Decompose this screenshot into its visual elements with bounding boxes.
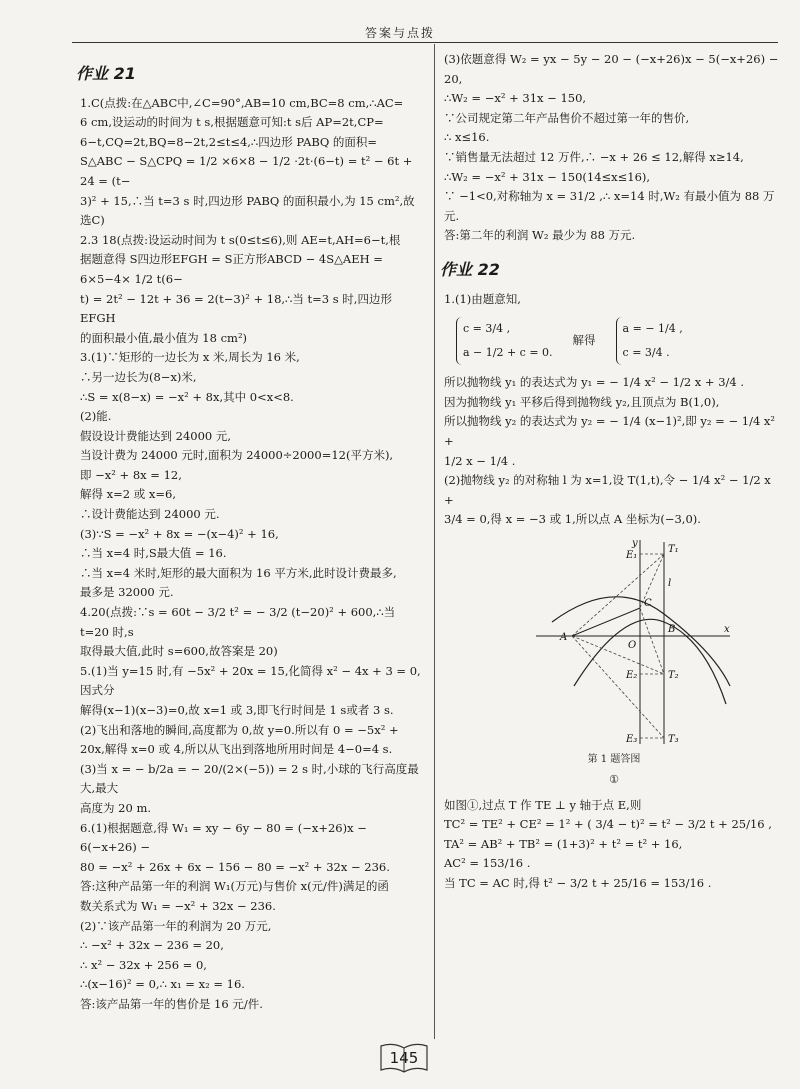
q1-intro: 1.(1)由题意知, (444, 291, 521, 306)
answer-line: ∴W₂ = −x² + 31x − 150(14≤x≤16), (444, 169, 651, 184)
label-a: A (560, 631, 568, 643)
label-y: y (632, 537, 638, 549)
answer-line: (3)依题意得 W₂ = yx − 5y − 20 − (−x+26)x − 5(−x+26) − (444, 52, 779, 66)
answer-line: (3)∵S = −x² + 8x = −(x−4)² + 16, (80, 526, 279, 541)
system-left-line-2: a − 1/2 + c = 0. (463, 346, 553, 360)
answer-line: 高度为 20 m. (80, 800, 152, 815)
label-b: B (668, 623, 676, 635)
label-t3: T₃ (668, 733, 679, 745)
answer-line: 3)² + 15,∴当 t=3 s 时,四边形 PABQ 的面积最小,为 15 cm²,故 (80, 193, 415, 208)
answer-line: 即 −x² + 8x = 12, (80, 467, 182, 482)
label-c: C (644, 597, 652, 609)
answer-line: 1.C(点拨:在△ABC中,∠C=90°,AB=10 cm,BC=8 cm,∴AC= (80, 95, 404, 110)
segment-c-t2 (640, 608, 664, 674)
answer-line: 如图①,过点 T 作 TE ⊥ y 轴于点 E,则 (444, 797, 642, 812)
left-answer-lines (80, 94, 426, 1015)
right-bottom-lines (444, 796, 784, 894)
header-rule (72, 42, 778, 43)
parabola-y2 (574, 619, 726, 704)
answer-line: 答:这种产品第一年的利润 W₁(万元)与售价 x(元/件)满足的函 (80, 879, 389, 894)
label-t1: T₁ (668, 543, 679, 555)
answer-line: 解得(x−1)(x−3)=0,故 x=1 或 3,即飞行时间是 1 s或者 3 s. (80, 703, 394, 717)
left-column (76, 60, 426, 1015)
answer-line: 所以抛物线 y₁ 的表达式为 y₁ = − 1/4 x² − 1/2 x + 3/4 . (444, 375, 745, 390)
answer-line: ∴ −x² + 32x − 236 = 20, (80, 938, 224, 953)
answer-line: 5.(1)当 y=15 时,有 −5x² + 20x = 15,化简得 x² − 4x + 3 = 0,因式分 (80, 663, 421, 698)
answer-line: ∴当 x=4 时,S最大值 = 16. (80, 546, 227, 561)
parabola-diagram (534, 536, 734, 746)
system-left-line-1: c = 3/4 , (463, 322, 511, 336)
answer-line: 6 cm,设运动的时间为 t s,根据题意可知:t s后 AP=2t,CP= (80, 115, 384, 130)
answer-line: 解得 x=2 或 x=6, (80, 487, 176, 502)
answer-line: 因为抛物线 y₁ 平移后得到抛物线 y₂,且顶点为 B(1,0), (444, 394, 720, 409)
answer-line: 的面积最小值,最小值为 18 cm²) (80, 330, 248, 345)
right-column (440, 50, 784, 894)
answer-line: 当 TC = AC 时,得 t² − 3/2 t + 25/16 = 153/16 . (444, 876, 712, 891)
answer-line: ∴(x−16)² = 0,∴ x₁ = x₂ = 16. (80, 977, 245, 992)
answer-line: 80 = −x² + 26x + 6x − 156 − 80 = −x² + 32x − 236. (80, 859, 390, 874)
answer-line: ∴当 x=4 米时,矩形的最大面积为 16 平方米,此时设计费最多, (80, 565, 397, 580)
label-o: O (628, 639, 637, 651)
system-right-line-1: a = − 1/4 , (622, 322, 683, 336)
answer-line: 据题意得 S四边形EFGH = S正方形ABCD − 4S△AEH = 6×5−4× 1/2 t(6− (80, 252, 383, 286)
answer-line: S△ABC − S△CPQ = 1/2 ×6×8 − 1/2 ·2t·(6−t) = t² − 6t + 24 = (t− (80, 154, 413, 188)
answer-line: t) = 2t² − 12t + 36 = 2(t−3)² + 18,∴当 t=3 s 时,四边形 EFGH (80, 291, 392, 326)
answer-line: ∴ x≤16. (444, 130, 490, 145)
equation-system (456, 317, 784, 365)
answer-line: 3/4 = 0,得 x = −3 或 1,所以点 A 坐标为(−3,0). (444, 512, 701, 527)
right-top-lines (444, 50, 784, 246)
answer-line: 选C) (80, 213, 105, 228)
segment-a-t3 (572, 636, 664, 738)
answer-line: 当设计费为 24000 元时,面积为 24000÷2000=12(平方米), (80, 448, 394, 463)
section-title-22: 作业 22 (440, 259, 500, 279)
right-mid-lines (444, 373, 784, 530)
answer-line: 3.(1)∵矩形的一边长为 x 米,周长为 16 米, (80, 350, 300, 365)
answer-line: 最多是 32000 元. (80, 585, 174, 600)
system-right (616, 317, 683, 365)
answer-line: 20x,解得 x=0 或 4,所以从飞出到落地所用时间是 4−0=4 s. (80, 742, 393, 757)
answer-line: TC² = TE² + CE² = 1² + ( 3/4 − t)² = t² − 3/2 t + 25/16 , (444, 817, 772, 832)
answer-line: 2.3 18(点拨:设运动时间为 t s(0≤t≤6),则 AE=t,AH=6−t,根 (80, 232, 401, 247)
answer-line: (3)当 x = − b/2a = − 20/(2×(−5)) = 2 s 时,小球的飞行高度最大,最大 (80, 761, 419, 796)
segment-a-c (572, 608, 640, 636)
answer-line: (2)∵该产品第一年的利润为 20 万元, (80, 918, 272, 933)
answer-line: 6.(1)根据题意,得 W₁ = xy − 6y − 80 = (−x+26)x − 6(−x+26) − (80, 820, 367, 855)
answer-line: (2)抛物线 y₂ 的对称轴 l 为 x=1,设 T(1,t),令 − 1/4 x² − 1/2 x + (444, 473, 771, 507)
answer-line: 数关系式为 W₁ = −x² + 32x − 236. (80, 898, 276, 913)
answer-line: AC² = 153/16 . (444, 856, 531, 871)
system-left (456, 317, 553, 365)
answer-line: ∴S = x(8−x) = −x² + 8x,其中 0<x<8. (80, 389, 294, 404)
answer-line: 取得最大值,此时 s=600,故答案是 20) (80, 644, 278, 659)
answer-line: 6−t,CQ=2t,BQ=8−2t,2≤t≤4,∴四边形 PABQ 的面积= (80, 134, 378, 149)
label-e3: E₃ (626, 733, 638, 745)
answer-line: 答:第二年的利润 W₂ 最少为 88 万元. (444, 228, 636, 243)
label-e1: E₁ (626, 549, 638, 561)
system-right-line-2: c = 3/4 . (622, 346, 670, 360)
answer-line: ∵公司规定第二年产品售价不超过第一年的售价, (444, 110, 690, 125)
answer-line: TA² = AB² + TB² = (1+3)² + t² = t² + 16, (444, 836, 683, 851)
column-divider (434, 44, 435, 1039)
label-l: l (668, 577, 672, 589)
running-header: 答案与点拨 (364, 26, 435, 40)
answer-line: ∴W₂ = −x² + 31x − 150, (444, 91, 587, 106)
answer-line: ∵销售量无法超过 12 万件,∴ −x + 26 ≤ 12,解得 x≥14, (444, 149, 744, 164)
answer-line: 20, (444, 71, 463, 86)
answer-line: 1/2 x − 1/4 . (444, 453, 516, 468)
answer-line: 假设设计费能达到 24000 元, (80, 428, 232, 443)
answer-line: ∴另一边长为(8−x)米, (80, 369, 197, 384)
label-x: x (724, 623, 730, 635)
label-t2: T₂ (668, 669, 679, 681)
answer-line: (2)能. (80, 409, 112, 424)
answer-line: 4.20(点拨:∵s = 60t − 3/2 t² = − 3/2 (t−20)² + 600,∴当 t=20 时,s (80, 605, 396, 639)
answer-line: ∴ x² − 32x + 256 = 0, (80, 957, 207, 972)
answer-line: 答:该产品第一年的售价是 16 元/件. (80, 996, 263, 1011)
answer-line: (2)飞出和落地的瞬间,高度都为 0,故 y=0.所以有 0 = −5x² + (80, 722, 399, 737)
answer-line: ∵ −1<0,对称轴为 x = 31/2 ,∴ x=14 时,W₂ 有最小值为 88 万元. (444, 189, 775, 223)
section-title-21: 作业 21 (76, 64, 136, 83)
page-number: 145 (389, 1049, 419, 1067)
segment-a-t1 (572, 554, 664, 636)
answer-line: ∴设计费能达到 24000 元. (80, 507, 220, 522)
figure-number: ① (609, 773, 619, 787)
figure-caption: 第 1 题答图 (587, 754, 641, 766)
answer-line: 所以抛物线 y₂ 的表达式为 y₂ = − 1/4 (x−1)²,即 y₂ = − 1/4 x² + (444, 414, 776, 448)
system-solve-label: 解得 (572, 333, 596, 348)
label-e2: E₂ (626, 669, 638, 681)
